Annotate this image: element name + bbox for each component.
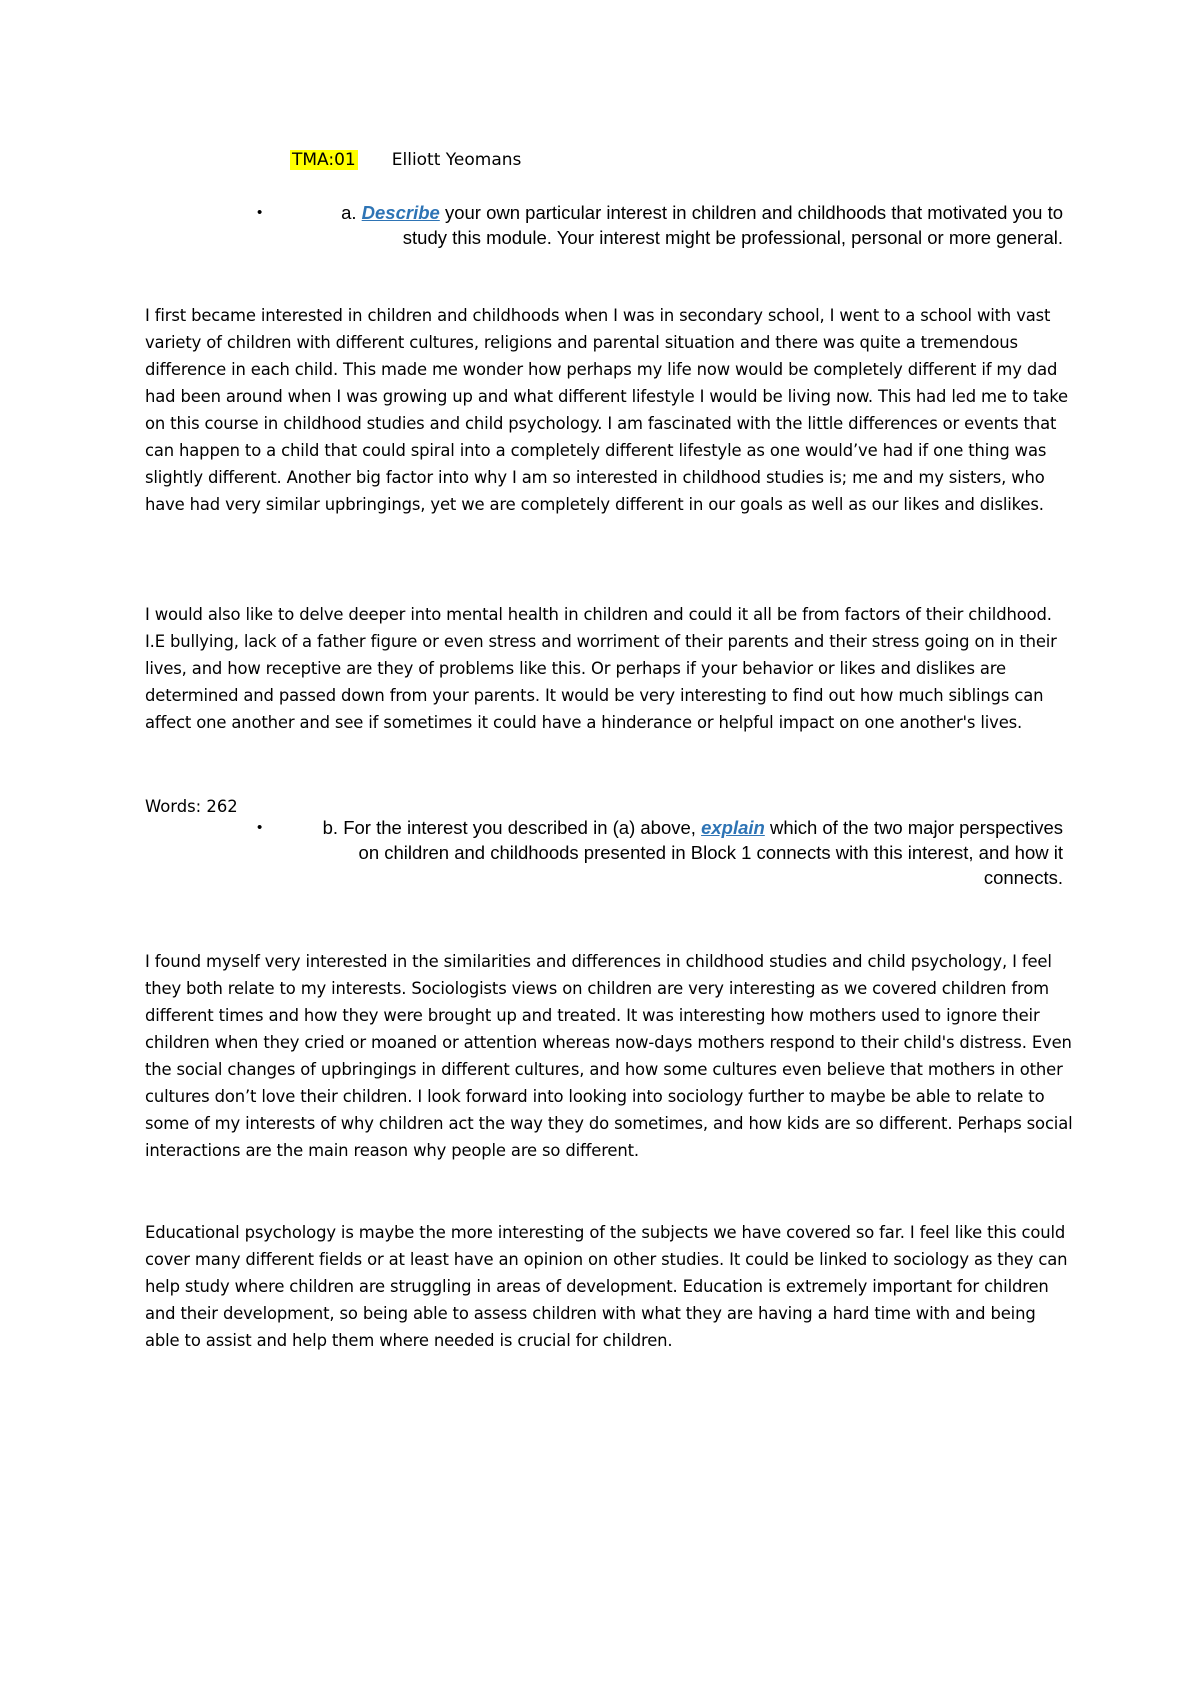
question-b-text: which of the two major perspectives on children and childhoods presented in Block 1 connects with this interest, and how it connects. <box>358 817 1063 888</box>
question-a-text: your own particular interest in children and childhoods that motivated you to study this module. Your interest might be professional, personal or more general. <box>402 202 1063 248</box>
question-b-keyword: explain <box>701 817 765 838</box>
question-b <box>257 815 1063 890</box>
answer-b-paragraph-1: I found myself very interested in the similarities and differences in childhood studies and child psychology, I feel they both relate to my interests. Sociologists views on children are very interesting as we covered children from different times and how they were brought up and treated. It was interesting how mothers used to ignore their children when they cried or moaned or attention whereas now-days mothers respond to their child's distress. Even the social changes of upbringings in different cultures, and how some cultures even believe that mothers in other cultures don’t love their children. I look forward into looking into sociology further to maybe be able to relate to some of my interests of why children act the way they do sometimes, and how kids are so different. Perhaps social interactions are the main reason why people are so different. <box>145 952 1073 1160</box>
bullet-icon: • <box>257 819 263 836</box>
question-a-prefix: a. <box>341 202 362 223</box>
question-b-prefix: b. For the interest you described in (a) above, <box>322 817 702 838</box>
word-count: Words: 262 <box>145 797 238 816</box>
answer-b-paragraph-2: Educational psychology is maybe the more interesting of the subjects we have covered so far. I feel like this could cover many different fields or at least have an opinion on other studies. It could be linked to sociology as they can help study where children are struggling in areas of development. Education is extremely important for children and their development, so being able to assess children with what they are having a hard time with and being able to assist and help them where needed is crucial for children. <box>145 1223 1068 1350</box>
question-a <box>257 200 1063 250</box>
bullet-icon: • <box>257 204 263 221</box>
tma-label: TMA:01 <box>292 150 356 170</box>
answer-a-paragraph-1: I first became interested in children and childhoods when I was in secondary school, I went to a school with vast variety of children with different cultures, religions and parental situation and there was quite a tremendous difference in each child. This made me wonder how perhaps my life now would be completely different if my dad had been around when I was growing up and what different lifestyle I would be living now. This had led me to take on this course in childhood studies and child psychology. I am fascinated with the little differences or events that can happen to a child that could spiral into a completely different lifestyle as one would’ve had if one thing was slightly different. Another big factor into why I am so interested in childhood studies is; me and my sisters, who have had very similar upbringings, yet we are completely different in our goals as well as our likes and dislikes. <box>145 306 1068 514</box>
question-a-keyword: Describe <box>361 202 440 223</box>
document-header <box>290 148 521 172</box>
answer-a-paragraph-2: I would also like to delve deeper into mental health in children and could it all be from factors of their childhood. I.E bullying, lack of a father figure or even stress and worriment of their parents and their stress going on in their lives, and how receptive are they of problems like this. Or perhaps if your behavior or likes and dislikes are determined and passed down from your parents. It would be very interesting to find out how much siblings can affect one another and see if sometimes it could have a hinderance or helpful impact on one another's lives. <box>145 605 1057 732</box>
author-name: Elliott Yeomans <box>391 150 522 170</box>
